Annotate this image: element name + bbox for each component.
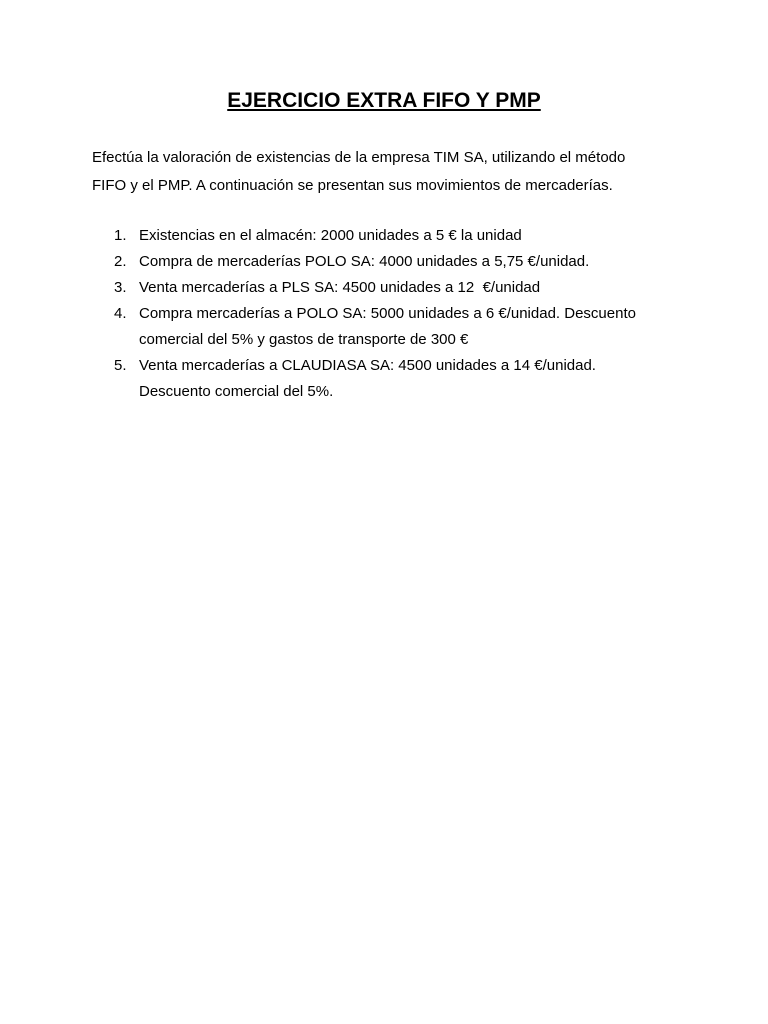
list-item [104, 275, 684, 301]
list-item-number: 3. [114, 279, 127, 296]
list-item-text: Venta mercaderías a CLAUDIASA SA: 4500 unidades a 14 €/unidad. [139, 357, 596, 374]
document-title: EJERCICIO EXTRA FIFO Y PMP [227, 89, 541, 112]
list-item-number: 5. [114, 357, 127, 374]
list-item [104, 223, 684, 249]
list-item-number: 4. [114, 305, 127, 322]
list-item-text: Compra de mercaderías POLO SA: 4000 unidades a 5,75 €/unidad. [139, 253, 590, 270]
intro-paragraph [92, 144, 692, 200]
movements-list [104, 223, 684, 405]
intro-line-1: Efectúa la valoración de existencias de la empresa TIM SA, utilizando el método [92, 149, 626, 166]
list-item-text-continued: Descuento comercial del 5%. [139, 383, 334, 400]
list-item-text: Existencias en el almacén: 2000 unidades a 5 € la unidad [139, 227, 522, 244]
list-item-text: Compra mercaderías a POLO SA: 5000 unidades a 6 €/unidad. Descuento [139, 305, 636, 322]
list-item-text-continued: comercial del 5% y gastos de transporte de 300 € [139, 331, 469, 348]
list-item-number: 2. [114, 253, 127, 270]
intro-line-2: FIFO y el PMP. A continuación se presentan sus movimientos de mercaderías. [92, 177, 613, 194]
list-item-number: 1. [114, 227, 127, 244]
list-item-text: Venta mercaderías a PLS SA: 4500 unidades a 12 €/unidad [139, 279, 541, 296]
list-item [104, 353, 684, 405]
list-item [104, 249, 684, 275]
list-item [104, 301, 684, 353]
